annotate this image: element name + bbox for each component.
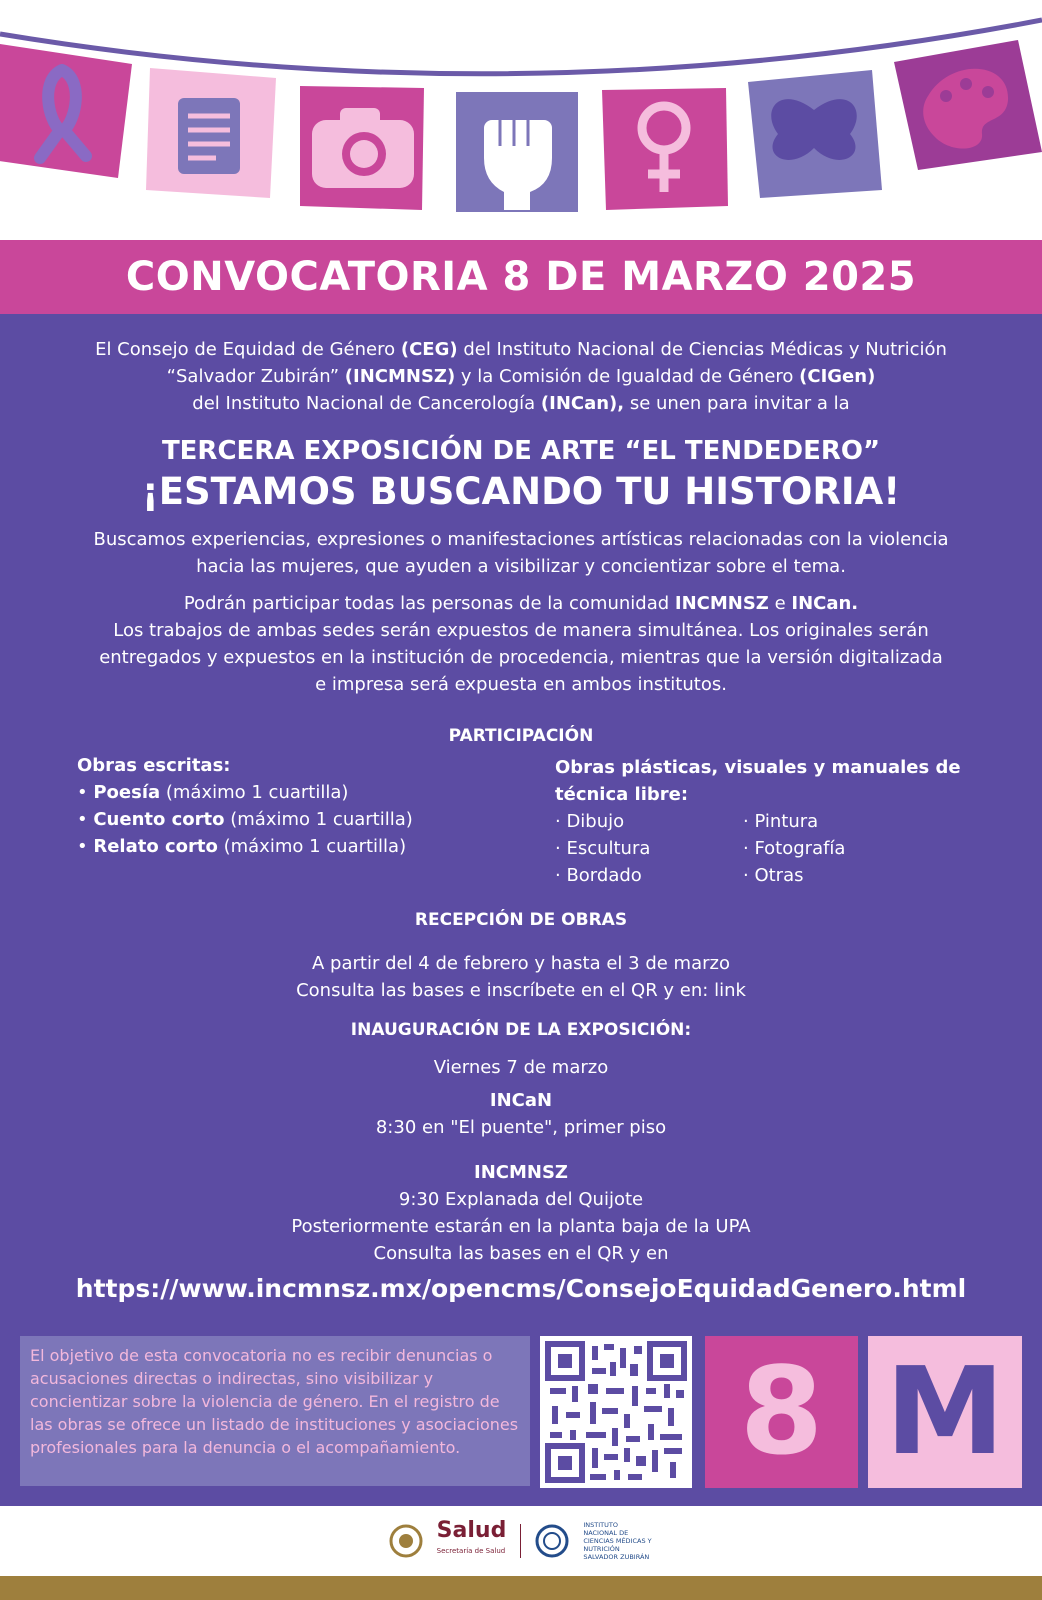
work-note: (máximo 1 cuartilla) bbox=[217, 836, 407, 857]
inauguration-incan: INCaN bbox=[489, 1090, 553, 1111]
female-symbol-icon bbox=[602, 88, 728, 210]
qr-code-icon bbox=[540, 1336, 692, 1488]
participants-incmnsz: INCMNSZ bbox=[674, 593, 769, 614]
inauguration-incmnsz: INCMNSZ bbox=[474, 1162, 568, 1183]
title-bar bbox=[0, 240, 1042, 314]
mexico-seal-icon bbox=[389, 1524, 423, 1558]
intro-text: El Consejo de Equidad de Género bbox=[95, 339, 401, 360]
palette-icon bbox=[894, 40, 1042, 170]
reception-heading: RECEPCIÓN DE OBRAS bbox=[414, 910, 628, 930]
badge-8: 8 bbox=[705, 1336, 858, 1488]
salud-logo-subtitle: Secretaría de Salud bbox=[436, 1547, 506, 1555]
visual-works-list bbox=[555, 808, 995, 889]
institute-seal-icon bbox=[535, 1524, 569, 1558]
badge-m: M bbox=[868, 1336, 1022, 1488]
inauguration-consult: Consulta las bases en el QR y en bbox=[373, 1243, 669, 1264]
document-icon bbox=[146, 68, 276, 198]
participants-line: entregados y expuestos en la institución de procedencia, mientras que la versión digitalizada bbox=[99, 647, 943, 668]
work-type: Poesía bbox=[93, 782, 161, 803]
description-line: hacia las mujeres, que ayuden a visibilizar y concientizar sobre el tema. bbox=[196, 556, 846, 577]
intro-text: y la Comisión de Igualdad de Género bbox=[455, 366, 800, 387]
disclaimer: El objetivo de esta convocatoria no es recibir denuncias o acusaciones directas o indirectas, sino visibilizar y concientizar sobre la violencia de género. En el registro de las obras se ofrece un listado de instituciones y asociaciones profesionales para la denuncia o el acompañamiento. bbox=[20, 1336, 530, 1486]
intro-text: “Salvador Zubirán” bbox=[166, 366, 345, 387]
list-item bbox=[77, 833, 497, 860]
work-type: Relato corto bbox=[93, 836, 218, 857]
participants-incan: INCan. bbox=[791, 593, 859, 614]
ribbon-icon bbox=[0, 44, 132, 178]
inauguration-after: Posteriormente estarán en la planta baja de la UPA bbox=[291, 1216, 751, 1237]
qr-code[interactable] bbox=[540, 1336, 692, 1488]
intro-paragraph bbox=[40, 336, 1002, 417]
inauguration-incmnsz-detail: 9:30 Explanada del Quijote bbox=[398, 1189, 644, 1210]
list-item bbox=[77, 806, 497, 833]
reception-dates: A partir del 4 de febrero y hasta el 3 de marzo bbox=[312, 953, 730, 974]
bullet: • bbox=[77, 782, 94, 803]
reception-consult: Consulta las bases e inscríbete en el QR y en: link bbox=[296, 980, 746, 1001]
participants-line: e impresa será expuesta en ambos institutos. bbox=[315, 674, 727, 695]
written-works bbox=[77, 752, 497, 860]
intro-incmnsz: (INCMNSZ) bbox=[344, 366, 456, 387]
inauguration-incan-detail: 8:30 en "El puente", primer piso bbox=[375, 1117, 667, 1138]
participants-line: Los trabajos de ambas sedes serán expuestos de manera simultánea. Los originales serán bbox=[113, 620, 929, 641]
participants-info bbox=[40, 590, 1002, 698]
participants-text: e bbox=[768, 593, 792, 614]
bullet: • bbox=[77, 836, 94, 857]
visual-works-title: Obras plásticas, visuales y manuales de bbox=[555, 757, 961, 778]
visual-works-title: técnica libre: bbox=[555, 784, 689, 805]
intro-ceg: (CEG) bbox=[400, 339, 458, 360]
website-link[interactable]: https://www.incmnsz.mx/opencms/ConsejoEquidadGenero.html bbox=[75, 1274, 967, 1303]
divider bbox=[520, 1524, 521, 1558]
intro-text: del Instituto Nacional de Ciencias Médicas y Nutrición bbox=[457, 339, 947, 360]
inauguration-date: Viernes 7 de marzo bbox=[433, 1057, 609, 1078]
intro-text: se unen para invitar a la bbox=[624, 393, 850, 414]
list-item: · Escultura bbox=[555, 838, 651, 859]
work-note: (máximo 1 cuartilla) bbox=[160, 782, 349, 803]
footer-logos bbox=[0, 1506, 1042, 1576]
visual-works bbox=[555, 754, 995, 889]
list-item bbox=[77, 779, 497, 806]
work-note: (máximo 1 cuartilla) bbox=[224, 809, 413, 830]
list-item: · Pintura bbox=[743, 811, 819, 832]
bottom-bar bbox=[0, 1576, 1042, 1600]
main-content bbox=[0, 314, 1042, 1506]
intro-cigen: (CIGen) bbox=[799, 366, 876, 387]
call-headline: ¡ESTAMOS BUSCANDO TU HISTORIA! bbox=[141, 470, 901, 513]
reception-info bbox=[0, 950, 1042, 1004]
bunting-banner bbox=[0, 0, 1042, 240]
work-type: Cuento corto bbox=[93, 809, 225, 830]
bullet: • bbox=[77, 809, 94, 830]
participation-heading: PARTICIPACIÓN bbox=[448, 726, 594, 746]
description-line: Buscamos experiencias, expresiones o manifestaciones artísticas relacionadas con la violencia bbox=[93, 529, 949, 550]
institute-name: INSTITUTO NACIONAL DE CIENCIAS MÉDICAS Y NUTRICIÓN SALVADOR ZUBIRÁN bbox=[583, 1521, 652, 1561]
intro-text: del Instituto Nacional de Cancerología bbox=[192, 393, 541, 414]
inauguration-heading: INAUGURACIÓN DE LA EXPOSICIÓN: bbox=[350, 1020, 692, 1040]
intro-incan: (INCan), bbox=[540, 393, 625, 414]
exhibition-title: TERCERA EXPOSICIÓN DE ARTE “EL TENDEDERO” bbox=[161, 436, 881, 466]
list-item: · Fotografía bbox=[743, 838, 846, 859]
participants-text: Podrán participar todas las personas de la comunidad bbox=[183, 593, 675, 614]
list-item: · Otras bbox=[743, 865, 804, 886]
inauguration-info bbox=[0, 1054, 1042, 1267]
butterfly-icon bbox=[748, 70, 882, 198]
raised-fist-icon bbox=[456, 92, 578, 212]
salud-logo-text: Salud bbox=[436, 1518, 507, 1543]
page-title: CONVOCATORIA 8 DE MARZO 2025 bbox=[125, 254, 917, 300]
list-item: · Dibujo bbox=[555, 811, 625, 832]
salud-logo bbox=[436, 1518, 507, 1561]
camera-icon bbox=[300, 86, 424, 210]
list-item: · Bordado bbox=[555, 865, 642, 886]
written-works-title: Obras escritas: bbox=[77, 755, 231, 776]
description bbox=[40, 526, 1002, 580]
